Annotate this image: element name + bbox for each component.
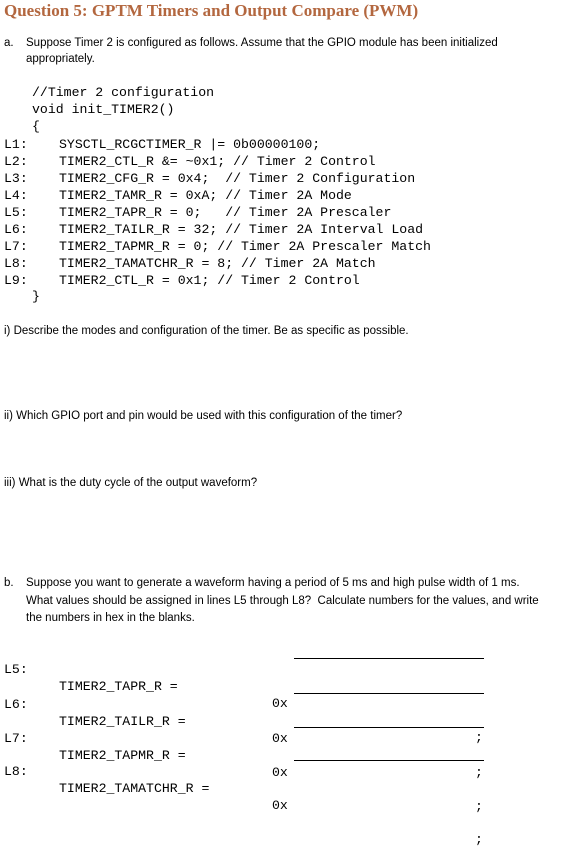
question-title: Question 5: GPTM Timers and Output Compare (PWM) [4,1,419,20]
code-statement: TIMER2_TAPMR_R = 0; // Timer 2A Prescaler Match [59,239,431,254]
part-a-text-line2: appropriately. [26,53,95,65]
line-number: L6: [4,222,28,237]
part-a-marker: a. [4,37,14,49]
line-number: L9: [4,273,28,288]
line-number: L3: [4,171,28,186]
part-a-text-line1: Suppose Timer 2 is configured as follows. Assume that the GPIO module has been initialized [26,37,498,49]
register-name: TIMER2_TAMATCHR_R = [59,781,210,796]
question-iii: iii) What is the duty cycle of the output waveform? [4,477,258,489]
answer-blank[interactable] [294,693,484,694]
line-number: L4: [4,188,28,203]
line-number: L5: [4,662,28,677]
code-function-signature: void init_TIMER2() [32,102,175,117]
semicolon: ; [475,832,483,847]
question-i: i) Describe the modes and configuration of the timer. Be as specific as possible. [4,325,409,337]
hex-prefix: 0x [272,798,288,813]
code-statement: TIMER2_CTL_R &= ~0x1; // Timer 2 Control [59,154,376,169]
line-number: L8: [4,256,28,271]
answer-blank[interactable] [294,658,484,659]
hex-prefix: 0x [272,696,288,711]
line-number: L7: [4,239,28,254]
part-b-text-line3: the numbers in hex in the blanks. [26,612,195,624]
part-b-marker: b. [4,577,14,589]
code-statement: TIMER2_TAMR_R = 0xA; // Timer 2A Mode [59,188,352,203]
line-number: L2: [4,154,28,169]
line-number: L5: [4,205,28,220]
code-open-brace: { [32,119,40,134]
register-name: TIMER2_TAPR_R = [59,679,178,694]
register-name: TIMER2_TAILR_R = [59,714,186,729]
line-number: L1: [4,137,28,152]
part-b-text-line2: What values should be assigned in lines L5 through L8? Calculate numbers for the values, and write [26,595,539,607]
code-close-brace: } [32,289,40,304]
answer-blank[interactable] [294,727,484,728]
code-statement: TIMER2_TAMATCHR_R = 8; // Timer 2A Match [59,256,376,271]
register-name: TIMER2_TAPMR_R = [59,748,186,763]
semicolon: ; [475,799,483,814]
answer-blank[interactable] [294,760,484,761]
code-statement: TIMER2_TAILR_R = 32; // Timer 2A Interval Load [59,222,424,237]
semicolon: ; [475,730,483,745]
hex-prefix: 0x [272,731,288,746]
semicolon: ; [475,765,483,780]
code-comment: //Timer 2 configuration [32,85,215,100]
line-number: L7: [4,731,28,746]
code-statement: TIMER2_TAPR_R = 0; // Timer 2A Prescaler [59,205,392,220]
part-b-text-line1: Suppose you want to generate a waveform having a period of 5 ms and high pulse width of 1 ms. [26,577,520,589]
line-number: L6: [4,697,28,712]
hex-prefix: 0x [272,765,288,780]
question-ii: ii) Which GPIO port and pin would be used with this configuration of the timer? [4,410,403,422]
code-statement: TIMER2_CFG_R = 0x4; // Timer 2 Configuration [59,171,416,186]
line-number: L8: [4,764,28,779]
code-statement: TIMER2_CTL_R = 0x1; // Timer 2 Control [59,273,360,288]
code-statement: SYSCTL_RCGCTIMER_R |= 0b00000100; [59,137,321,152]
